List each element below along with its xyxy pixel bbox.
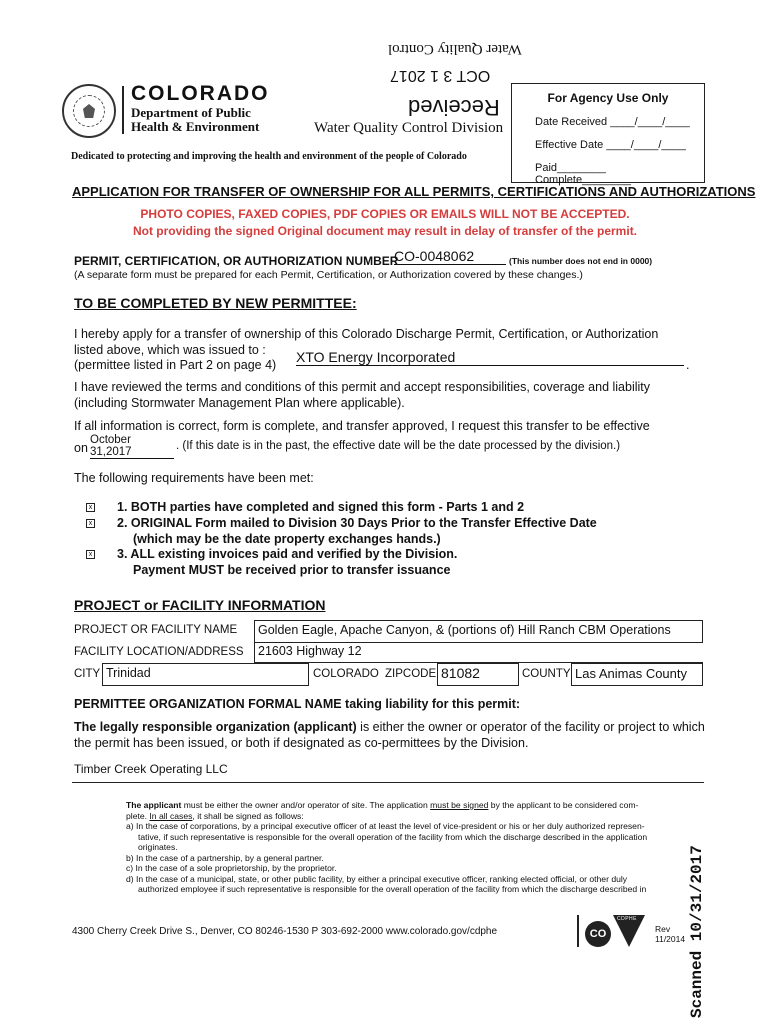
date-received-field[interactable]: Date Received ____/____/____: [535, 116, 690, 128]
state-seal-icon: [62, 84, 116, 138]
city-field[interactable]: Trinidad: [102, 663, 309, 686]
facility-name-label: PROJECT OR FACILITY NAME: [74, 624, 238, 636]
requirement-3-checkbox[interactable]: x: [86, 550, 95, 559]
organization-description-bold: The legally responsible organization (applicant): [74, 720, 357, 734]
issued-to-period: .: [686, 358, 690, 372]
signature-requirements: [126, 800, 704, 895]
terms-paragraph: [74, 379, 650, 411]
organization-description: [74, 719, 705, 751]
county-field[interactable]: Las Animas County: [571, 663, 703, 686]
paid-complete-field[interactable]: Paid________ Complete________: [535, 162, 632, 186]
requirement-3-text: 3. ALL existing invoices paid and verified by the Division.: [117, 547, 458, 561]
terms-line1: I have reviewed the terms and conditions of this permit and accept responsibilities, coverage and liability: [74, 380, 651, 394]
effective-request-line: If all information is correct, form is complete, and transfer approved, I request this transfer to be effective: [74, 419, 650, 433]
agency-use-box: [511, 83, 705, 186]
copy-warning: PHOTO COPIES, FAXED COPIES, PDF COPIES OR EMAILS WILL NOT BE ACCEPTED.: [140, 207, 630, 221]
revision-label: Rev: [655, 924, 671, 934]
fine-print-d1: d) In the case of a municipal, state, or other public facility, by either a principal executive officer, ranking elected official, or other duly: [126, 873, 628, 884]
requirement-1-text: 1. BOTH parties have completed and signed this form - Parts 1 and 2: [117, 500, 525, 514]
issued-to-field[interactable]: XTO Energy Incorporated: [296, 349, 684, 366]
permit-number-field[interactable]: CO-0048062: [394, 248, 506, 265]
fine-print-line2-rest: , it shall be signed as follows:: [192, 810, 304, 821]
cdphe-logo-bar: [577, 915, 579, 947]
fine-print-c: c) In the case of a sole proprietorship, by the proprietor.: [126, 863, 337, 873]
department-name: [131, 106, 259, 134]
fine-print-a2: tative, if such representative is responsible for the overall operation of the facility from which the discharge described in the application: [138, 831, 648, 842]
cdphe-logo: [577, 911, 647, 949]
effective-date-input[interactable]: October 31,2017: [90, 434, 174, 459]
permit-number-note: (This number does not end in 0000): [509, 256, 653, 266]
received-stamp-date: OCT 3 1 2017: [390, 67, 491, 84]
organization-name-field[interactable]: Timber Creek Operating LLC: [74, 762, 228, 776]
new-permittee-heading: TO BE COMPLETED BY NEW PERMITTEE:: [74, 295, 357, 311]
fine-print-intro-rest2: by the applicant to be considered com-: [488, 800, 639, 810]
state-field[interactable]: COLORADO: [313, 668, 379, 680]
permit-number-subnote: (A separate form must be prepared for each Permit, Certification, or Authorization covered by these changes.): [74, 269, 583, 281]
organization-name-line: [72, 782, 704, 783]
organization-heading: PERMITTEE ORGANIZATION FORMAL NAME taking liability for this permit:: [74, 697, 521, 711]
organization-description-line2: the permit has been issued, or both if designated as co-permittees by the Division.: [74, 736, 529, 750]
fine-print-in-all-cases: In all cases: [149, 810, 193, 821]
logo-divider: [122, 86, 124, 134]
effective-date-note-text: (If this date is in the past, the effective date will be the date processed by the division.): [182, 440, 621, 452]
organization-description-rest: is either the owner or operator of the facility or project to which: [356, 720, 705, 734]
issued-to-label: (permittee listed in Part 2 on page 4): [74, 358, 277, 372]
transfer-request-line2: listed above, which was issued to :: [74, 343, 266, 357]
form-title: APPLICATION FOR TRANSFER OF OWNERSHIP FOR ALL PERMITS, CERTIFICATIONS AND AUTHORIZATIONS: [72, 184, 756, 199]
zipcode-label: ZIPCODE: [385, 668, 437, 680]
fine-print-line2-pre: plete.: [126, 810, 150, 821]
permit-number-label: PERMIT, CERTIFICATION, OR AUTHORIZATION NUMBER: [74, 254, 399, 268]
revision-date: 11/2014: [655, 934, 686, 944]
facility-location-field[interactable]: 21603 Highway 12: [254, 642, 703, 663]
project-heading: PROJECT or FACILITY INFORMATION: [74, 597, 326, 613]
scanned-stamp: Scanned 10/31/2017: [688, 845, 706, 1018]
division-name: Water Quality Control Division: [314, 120, 504, 136]
department-name-line2: Health & Environment: [131, 119, 260, 134]
facility-location-label: FACILITY LOCATION/ADDRESS: [74, 646, 244, 658]
original-warning: Not providing the signed Original document may result in delay of transfer of the permit.: [132, 224, 638, 238]
fine-print-intro-bold: The applicant: [126, 800, 182, 810]
agency-name: COLORADO: [131, 82, 270, 105]
received-stamp-division: Water Quality Control: [388, 41, 522, 57]
requirement-2-checkbox[interactable]: x: [86, 519, 95, 528]
fine-print-intro-rest1: must be either the owner and/or operator of site. The application: [181, 800, 431, 810]
revision-info: [655, 924, 685, 944]
terms-line2: (including Stormwater Management Plan where applicable).: [74, 396, 405, 410]
effective-on-label: on: [74, 441, 88, 455]
requirement-2-subtext: (which may be the date property exchanges hands.): [133, 532, 441, 546]
effective-date-field[interactable]: Effective Date ____/____/____: [535, 139, 686, 151]
agency-use-header: For Agency Use Only: [547, 91, 669, 105]
fine-print-a3: originates.: [138, 842, 178, 852]
city-label: CITY: [74, 668, 101, 680]
received-stamp-label: Received: [408, 95, 500, 120]
fine-print-must-sign: must be signed: [430, 800, 489, 810]
dedication-line: Dedicated to protecting and improving the health and environment of the people of Colorado: [71, 151, 467, 162]
transfer-request-line1: I hereby apply for a transfer of ownership of this Colorado Discharge Permit, Certification, or Authorization: [74, 327, 659, 341]
fine-print-b: b) In the case of a partnership, by a general partner.: [126, 852, 324, 863]
requirement-2-text: 2. ORIGINAL Form mailed to Division 30 Days Prior to the Transfer Effective Date: [117, 516, 597, 530]
zipcode-field[interactable]: 81082: [437, 663, 519, 686]
fine-print-d2: authorized employee if such representative is responsible for the overall operation of the facility from which the discharge described in: [138, 884, 647, 894]
cdphe-logo-text: CDPHE: [617, 916, 638, 922]
fine-print-a1: a) In the case of corporations, by a principal executive officer of at least the level of vice-president or his or her duly authorized represen-: [126, 821, 645, 831]
co-logo-icon: CO: [585, 921, 611, 947]
requirements-intro: The following requirements have been met:: [74, 471, 314, 485]
requirement-1-checkbox[interactable]: x: [86, 503, 95, 512]
effective-date-note: . (If this date is in the past, the effective date will be the date processed by the division.): [176, 440, 621, 452]
department-name-line1: Department of Public: [131, 105, 251, 120]
footer-address: 4300 Cherry Creek Drive S., Denver, CO 80246-1530 P 303-692-2000 www.colorado.gov/cdphe: [72, 926, 498, 937]
county-label: COUNTY: [522, 668, 571, 680]
facility-name-field[interactable]: Golden Eagle, Apache Canyon, & (portions of) Hill Ranch CBM Operations: [254, 620, 703, 643]
requirement-3-subtext: Payment MUST be received prior to transfer issuance: [133, 563, 451, 577]
